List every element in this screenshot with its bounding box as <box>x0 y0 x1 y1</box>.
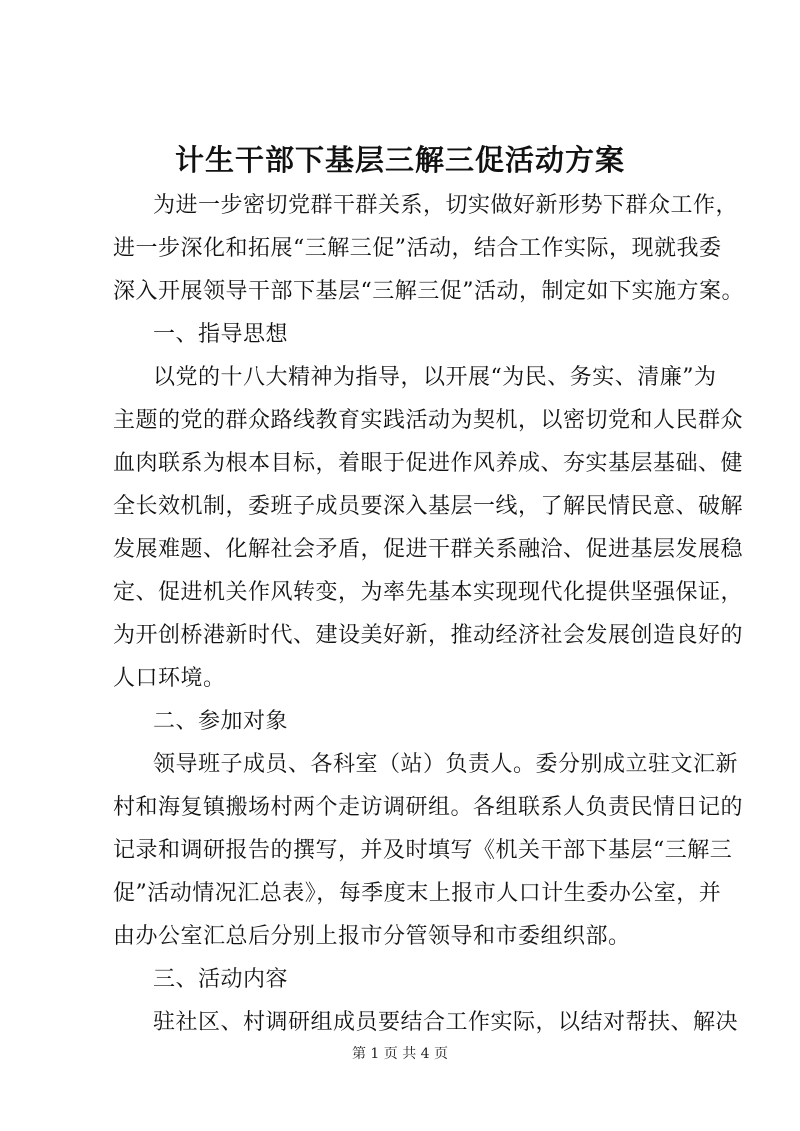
paragraph-line: 领导班子成员、各科室（站）负责人。委分别成立驻文汇新 <box>153 752 739 777</box>
paragraph-line: 全长效机制，委班子成员要深入基层一线，了解民情民意、破解 <box>113 494 744 519</box>
paragraph-line: 促”活动情况汇总表》，每季度末上报市人口计生委办公室，并 <box>113 881 722 906</box>
paragraph-line: 为开创桥港新时代、建设美好新，推动经济社会发展创造良好的 <box>113 623 744 648</box>
paragraph-line: 记录和调研报告的撰写，并及时填写《机关干部下基层“三解三 <box>113 838 733 863</box>
page-number-footer: 第 1 页 共 4 页 <box>351 1046 449 1062</box>
document-body <box>113 184 744 1044</box>
paragraph-line: 深入开展领导干部下基层“三解三促”活动，制定如下实施方案。 <box>113 279 744 304</box>
paragraph-line: 发展难题、化解社会矛盾，促进干群关系融洽、促进基层发展稳 <box>113 537 744 562</box>
paragraph-line: 以党的十八大精神为指导，以开展“为民、务实、清廉”为 <box>153 365 717 390</box>
paragraph-line: 由办公室汇总后分别上报市分管领导和市委组织部。 <box>113 924 631 949</box>
paragraph-line: 人口环境。 <box>113 666 226 691</box>
section-heading-activity-content: 三、活动内容 <box>153 967 289 992</box>
paragraph-line: 主题的党的群众路线教育实践活动为契机，以密切党和人民群众 <box>113 408 744 433</box>
paragraph-line: 为进一步密切党群干群关系，切实做好新形势下群众工作， <box>153 193 739 218</box>
paragraph-line: 进一步深化和拓展“三解三促”活动，结合工作实际，现就我委 <box>113 236 722 261</box>
paragraph-line: 驻社区、村调研组成员要结合工作实际，以结对帮扶、解决 <box>153 1010 739 1035</box>
section-heading-guiding-ideology: 一、指导思想 <box>153 322 289 347</box>
paragraph-line: 血肉联系为根本目标，着眼于促进作风养成、夯实基层基础、健 <box>113 451 744 476</box>
paragraph-line: 定、促进机关作风转变，为率先基本实现现代化提供坚强保证， <box>113 580 744 605</box>
document-title: 计生干部下基层三解三促活动方案 <box>174 143 625 177</box>
section-heading-participants: 二、参加对象 <box>153 709 289 734</box>
paragraph-line: 村和海复镇搬场村两个走访调研组。各组联系人负责民情日记的 <box>113 795 744 820</box>
